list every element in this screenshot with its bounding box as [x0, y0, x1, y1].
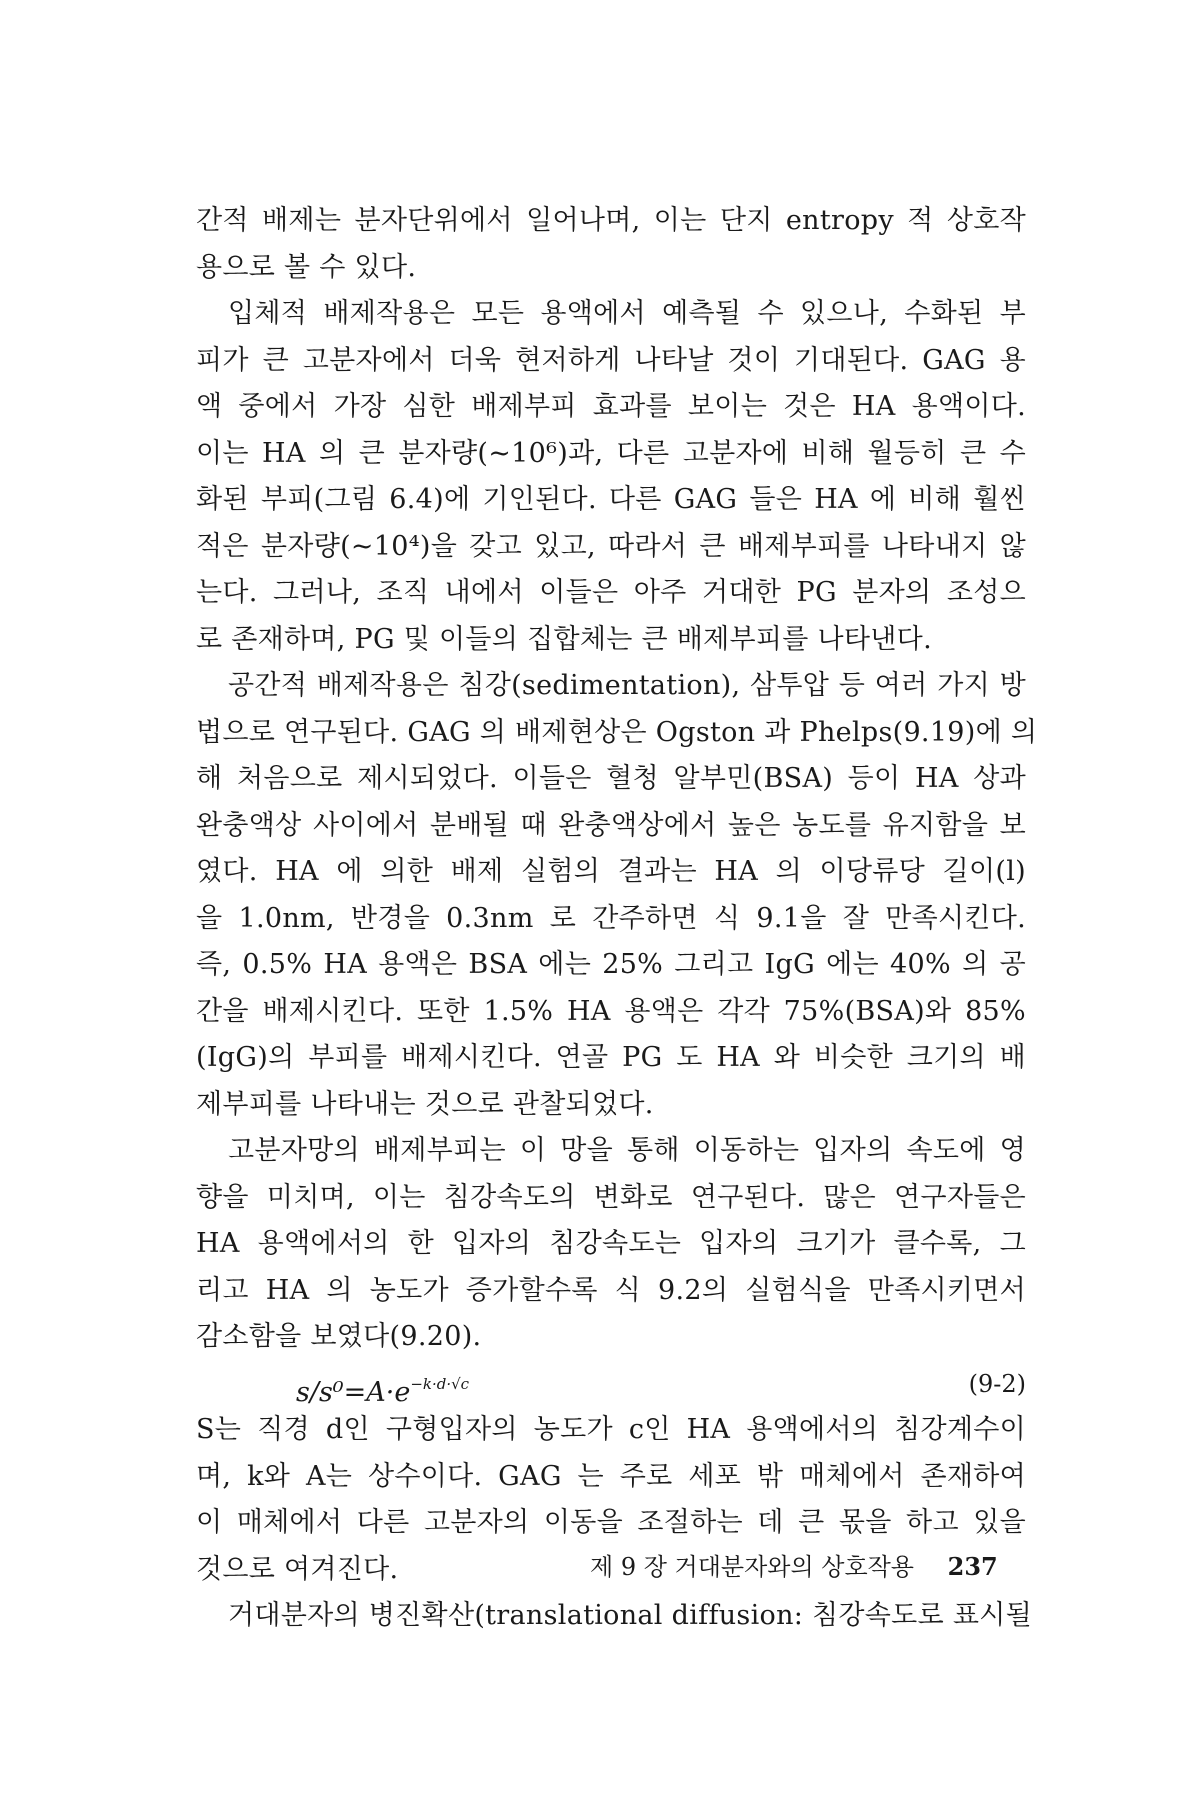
text-line: 이는 HA 의 큰 분자량(~10⁶)과, 다른 고분자에 비해 월등히 큰 수 — [196, 437, 1026, 469]
text-line: 즉, 0.5% HA 용액은 BSA 에는 25% 그리고 IgG 에는 40% 의 공 — [196, 949, 1026, 980]
text-line: 을 1.0nm, 반경을 0.3nm 로 간주하면 식 9.1을 잘 만족시킨다. — [196, 902, 1026, 934]
paragraph-block-after-equation — [196, 1407, 1032, 1640]
text-line: 며, k와 A는 상수이다. GAG 는 주로 세포 밖 매체에서 존재하여 — [196, 1460, 1026, 1492]
text-line: 제부피를 나타내는 것으로 관찰되었다. — [196, 1088, 654, 1120]
equation-exponent: −k·d·√c — [410, 1374, 470, 1393]
text-line: 입체적 배제작용은 모든 용액에서 예측될 수 있으나, 수화된 부 — [228, 298, 1026, 329]
text-line: 는다. 그러나, 조직 내에서 이들은 아주 거대한 PG 분자의 조성으 — [196, 577, 1026, 608]
page-footer — [590, 1550, 1010, 1584]
text-line: HA 용액에서의 한 입자의 침강속도는 입자의 크기가 클수록, 그 — [196, 1228, 1026, 1259]
text-line: 것으로 여겨진다. — [196, 1553, 399, 1585]
text-line: 피가 큰 고분자에서 더욱 현저하게 나타날 것이 기대된다. GAG 용 — [196, 344, 1026, 376]
text-line: 이 매체에서 다른 고분자의 이동을 조절하는 데 큰 몫을 하고 있을 — [196, 1507, 1026, 1538]
text-line: 해 처음으로 제시되었다. 이들은 혈청 알부민(BSA) 등이 HA 상과 — [196, 763, 1026, 794]
text-line: 간을 배제시킨다. 또한 1.5% HA 용액은 각각 75%(BSA)와 85% — [196, 995, 1026, 1027]
text-line: 고분자망의 배제부피는 이 망을 통해 이동하는 입자의 속도에 영 — [228, 1135, 1026, 1166]
running-footer-chapter: 제 9 장 거대분자와의 상호작용 — [590, 1553, 914, 1581]
text-line: 완충액상 사이에서 분배될 때 완충액상에서 높은 농도를 유지함을 보 — [196, 809, 1026, 841]
text-line: 공간적 배제작용은 침강(sedimentation), 삼투압 등 여러 가지 방 — [228, 670, 1026, 701]
paragraph-block-main — [196, 198, 1038, 1361]
text-line: S는 직경 d인 구형입자의 농도가 c인 HA 용액에서의 침강계수이 — [196, 1414, 1026, 1445]
text-line: 로 존재하며, PG 및 이들의 집합체는 큰 배제부피를 나타낸다. — [196, 623, 932, 655]
text-line: 화된 부피(그림 6.4)에 기인된다. 다른 GAG 들은 HA 에 비해 훨씬 — [196, 484, 1026, 515]
text-line: 리고 HA 의 농도가 증가할수록 식 9.2의 실험식을 만족시키면서 — [196, 1274, 1026, 1306]
text-line: 액 중에서 가장 심한 배제부피 효과를 보이는 것은 HA 용액이다. — [196, 391, 1026, 422]
text-line: 법으로 연구된다. GAG 의 배제현상은 Ogston 과 Phelps(9.19)에 의 — [196, 716, 1038, 748]
text-line: 향을 미치며, 이는 침강속도의 변화로 연구된다. 많은 연구자들은 — [196, 1181, 1026, 1213]
equation-formula: $s/s^0=A\cdot e^{-k\cdot d\cdot√c}$ — [296, 1374, 470, 1408]
text-line: (IgG)의 부피를 배제시킨다. 연골 PG 도 HA 와 비슷한 크기의 배 — [196, 1042, 1026, 1073]
text-line: 감소함을 보였다(9.20). — [196, 1321, 482, 1352]
text-line: 적은 분자량(~10⁴)을 갖고 있고, 따라서 큰 배제부피를 나타내지 않 — [196, 530, 1026, 562]
text-line: 용으로 볼 수 있다. — [196, 251, 417, 283]
equation-9-2 — [196, 1361, 1026, 1408]
page-number: 237 — [947, 1552, 998, 1581]
text-line: 간적 배제는 분자단위에서 일어나며, 이는 단지 entropy 적 상호작 — [196, 205, 1026, 236]
body-text — [196, 198, 1038, 1640]
text-line: 거대분자의 병진확산(translational diffusion: 침강속도로 표시될 — [228, 1600, 1032, 1631]
text-line: 였다. HA 에 의한 배제 실험의 결과는 HA 의 이당류당 길이(l) — [196, 856, 1026, 887]
equation-number: (9-2) — [968, 1369, 1026, 1398]
